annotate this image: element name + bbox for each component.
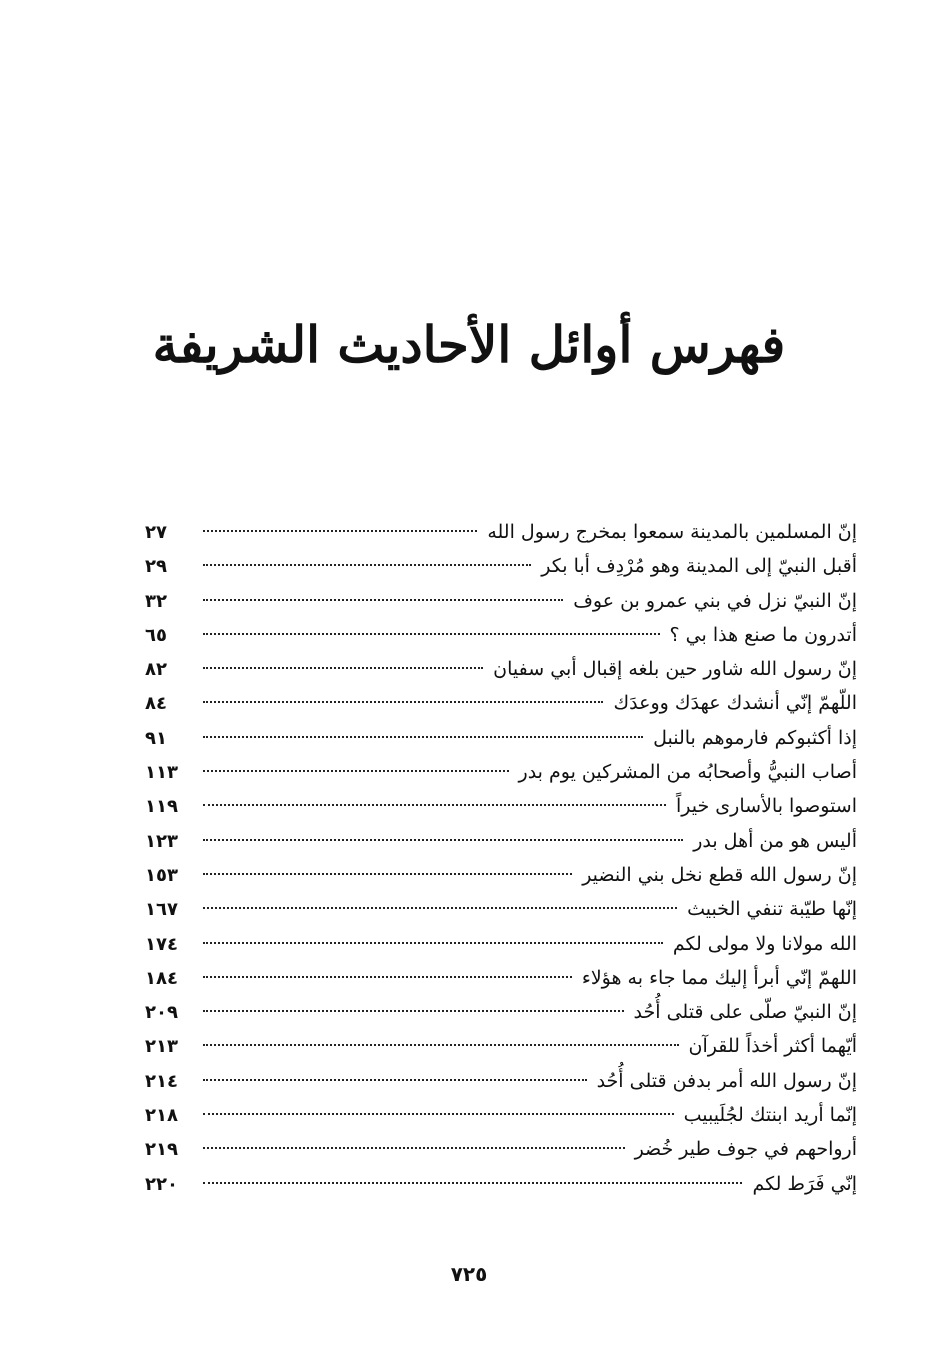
- toc-entry: [145, 961, 857, 995]
- toc-entry-text: إنّ النبيّ صلّى على قتلى أُحُد: [633, 1001, 857, 1024]
- toc-entry-text: إنّها طيّبة تنفي الخبيث: [687, 898, 857, 921]
- dot-leader: [203, 907, 677, 909]
- toc-entry: [145, 927, 857, 961]
- dot-leader: [203, 633, 660, 635]
- toc-entry: [145, 1064, 857, 1098]
- toc-entry-page: ١٧٤: [145, 933, 178, 955]
- toc-entry-page: ١١٩: [145, 796, 178, 818]
- toc-entry: [145, 1098, 857, 1132]
- page-number: ٧٢٥: [450, 1262, 488, 1286]
- toc-entry-page: ١٥٣: [145, 864, 178, 886]
- toc-entry-text: إنّي فَرَط لكم: [752, 1172, 857, 1195]
- dot-leader: [203, 873, 572, 875]
- dot-leader: [203, 839, 683, 841]
- toc-entry-text: استوصوا بالأسارى خيراً: [676, 795, 857, 818]
- toc-entry-page: ١٢٣: [145, 830, 178, 852]
- dot-leader: [203, 1010, 624, 1012]
- toc-entry-text: أصاب النبيُّ وأصحابُه من المشركين يوم بدر: [518, 761, 857, 784]
- toc-entry-text: اللهمّ إنّي أبرأ إليك مما جاء به هؤلاء: [581, 966, 857, 989]
- toc-entry: [145, 755, 857, 789]
- toc-entry-text: أقبل النبيّ إلى المدينة وهو مُرْدِف أبا بكر: [541, 555, 857, 578]
- dot-leader: [203, 564, 531, 566]
- toc-entry-text: إنّما أريد ابنتك لجُلَيبيب: [683, 1104, 857, 1127]
- toc-entry-page: ٨٤: [145, 693, 167, 715]
- toc-entry: [145, 686, 857, 720]
- toc-entry: [145, 1029, 857, 1063]
- toc-entry-text: إذا أكثبوكم فارموهم بالنبل: [653, 726, 857, 749]
- toc-entry-text: إنّ النبيّ نزل في بني عمرو بن عوف: [573, 589, 857, 612]
- toc-entry-text: الله مولانا ولا مولى لكم: [672, 932, 857, 955]
- toc-entry-page: ٢١٨: [145, 1105, 178, 1127]
- toc-entry-page: ١٨٤: [145, 967, 178, 989]
- toc-entry: [145, 515, 857, 549]
- toc-entry-page: ٢١٩: [145, 1139, 178, 1161]
- toc-entry-page: ٢٢٠: [145, 1173, 178, 1195]
- toc-entry-text: إنّ المسلمين بالمدينة سمعوا بمخرج رسول الله: [487, 521, 857, 543]
- toc-entry: [145, 652, 857, 686]
- toc-list: [145, 515, 857, 1201]
- toc-entry-page: ٢٩: [145, 556, 167, 578]
- toc-entry-page: ٢١٤: [145, 1070, 178, 1092]
- toc-entry-page: ٣٢: [145, 590, 167, 612]
- toc-entry: [145, 995, 857, 1029]
- toc-entry-page: ٨٢: [145, 659, 167, 681]
- dot-leader: [203, 1147, 625, 1149]
- dot-leader: [203, 1113, 674, 1115]
- dot-leader: [203, 736, 643, 738]
- toc-entry-text: إنّ رسول الله شاور حين بلغه إقبال أبي سفيان: [493, 658, 857, 681]
- toc-entry-text: إنّ رسول الله أمر بدفن قتلى أُحُد: [596, 1069, 857, 1092]
- toc-entry: [145, 618, 857, 652]
- toc-entry-text: أيّهما أكثر أخذاً للقرآن: [688, 1035, 857, 1058]
- dot-leader: [203, 667, 483, 669]
- toc-entry-page: ١٦٧: [145, 899, 178, 921]
- toc-entry: [145, 1132, 857, 1166]
- toc-entry-text: اللّهمّ إنّي أنشدك عهدَك ووعدَك: [613, 692, 857, 715]
- toc-entry-text: أتدرون ما صنع هذا بي ؟: [669, 623, 857, 646]
- dot-leader: [203, 942, 663, 944]
- toc-entry-text: أليس هو من أهل بدر: [693, 829, 857, 852]
- dot-leader: [203, 1182, 742, 1184]
- toc-entry-page: ٦٥: [145, 624, 167, 646]
- dot-leader: [203, 1079, 587, 1081]
- dot-leader: [203, 701, 603, 703]
- toc-entry-text: إنّ رسول الله قطع نخل بني النضير: [582, 863, 857, 886]
- dot-leader: [203, 530, 477, 532]
- toc-entry: [145, 584, 857, 618]
- dot-leader: [203, 1044, 679, 1046]
- toc-entry-page: ١١٣: [145, 762, 178, 784]
- dot-leader: [203, 804, 666, 806]
- toc-entry-text: أرواحهم في جوف طير خُضر: [634, 1138, 857, 1161]
- toc-entry-page: ٩١: [145, 727, 167, 749]
- toc-entry: [145, 789, 857, 823]
- dot-leader: [203, 599, 563, 601]
- toc-entry: [145, 858, 857, 892]
- toc-entry: [145, 1167, 857, 1201]
- toc-entry-page: ٢٠٩: [145, 1002, 178, 1024]
- toc-entry-page: ٢٧: [145, 522, 167, 543]
- dot-leader: [203, 770, 509, 772]
- toc-entry-page: ٢١٣: [145, 1036, 178, 1058]
- toc-entry: [145, 824, 857, 858]
- toc-entry: [145, 721, 857, 755]
- toc-entry: [145, 549, 857, 583]
- page-title: فهرس أوائل الأحاديث الشريفة: [152, 315, 786, 374]
- dot-leader: [203, 976, 572, 978]
- toc-entry: [145, 892, 857, 926]
